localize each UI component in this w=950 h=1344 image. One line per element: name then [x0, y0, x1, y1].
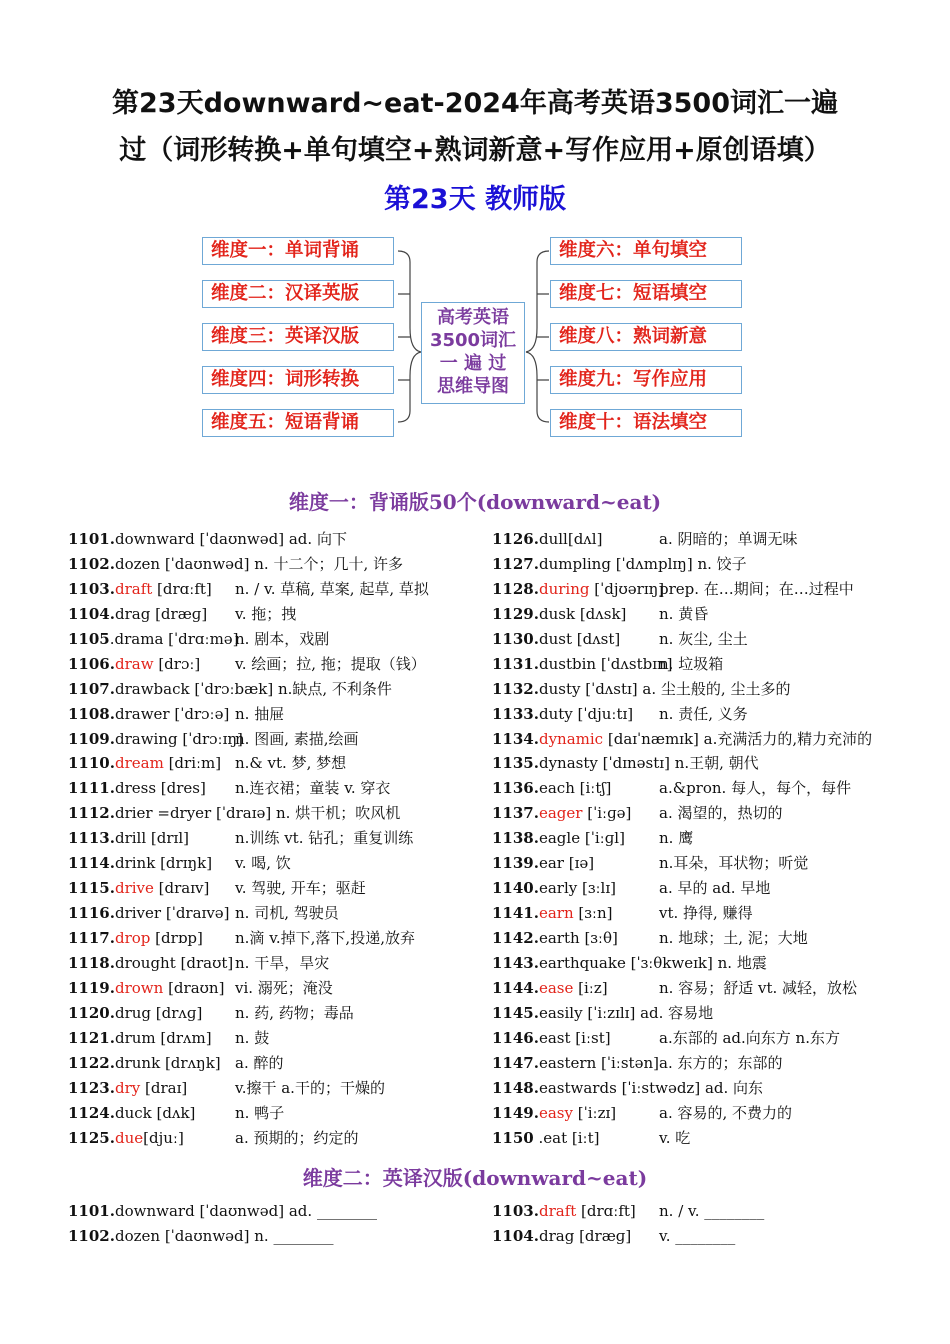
entry-meaning: v. 吃 — [659, 1128, 691, 1147]
entry-number: 1127. — [492, 554, 539, 573]
entry-number: 1133. — [492, 704, 539, 723]
entry-number: 1149. — [492, 1103, 539, 1122]
entry-meaning: v. ________ — [659, 1226, 736, 1245]
mindmap-center-line: 高考英语 — [437, 307, 509, 328]
entry-meaning: n. 鼓 — [235, 1028, 270, 1047]
vocab-entry — [492, 1001, 912, 1026]
vocab-entry — [68, 926, 468, 951]
entry-phonetic: [dʌk] — [151, 1103, 196, 1122]
entry-meaning: v. 绘画；拉, 拖；提取（钱） — [235, 654, 426, 673]
entry-phonetic: [drɪŋk] — [155, 854, 213, 873]
entry-word: earthquake — [538, 953, 626, 972]
entry-meaning: v.擦干 a.干的；干燥的 — [235, 1078, 385, 1097]
entry-number: 1101. — [68, 1202, 115, 1220]
entry-meaning: a. 预期的；约定的 — [235, 1128, 359, 1147]
entry-word: dumpling — [538, 554, 611, 573]
entry-phonetic: [iːz] — [573, 978, 608, 997]
entry-number: 1103. — [492, 1202, 539, 1220]
entry-phonetic: [draɪ] — [140, 1078, 188, 1097]
entry-word: drag — [114, 604, 151, 623]
vocab-entry — [492, 727, 912, 752]
entry-meaning: vi. 溺死；淹没 — [235, 978, 333, 997]
entry-word: during — [538, 579, 590, 598]
entry-number: 1132. — [492, 679, 539, 698]
entry-number: 1104. — [492, 1226, 539, 1245]
entry-word: eager — [538, 804, 583, 823]
entry-phonetic: [daɪˈnæmɪk] — [603, 729, 699, 748]
entry-word: dusty — [538, 679, 581, 698]
mindmap-center — [421, 302, 525, 404]
entry-number: 1119. — [68, 978, 115, 997]
entry-word: duck — [114, 1103, 152, 1122]
entry-phonetic: [ˈiːzɪlɪ] — [582, 1003, 636, 1022]
entry-meaning-inline: n.王朝, 朝代 — [669, 754, 759, 773]
vocab-entry — [68, 677, 468, 702]
entry-number: 1141. — [492, 904, 539, 923]
entry-word: duty — [538, 704, 573, 723]
entry-phonetic: [ˈiːstwədz] — [616, 1078, 701, 1097]
vocab-entry — [68, 876, 468, 901]
entry-phonetic: [ˈiːɡl] — [580, 829, 625, 848]
entry-word: easy — [538, 1103, 573, 1122]
vocab-entry — [492, 527, 912, 552]
vocab-entry — [68, 1001, 468, 1026]
entry-phonetic: [ɜːlɪ] — [577, 879, 617, 898]
entry-number: 1110. — [68, 754, 115, 773]
vocab-entry — [492, 652, 912, 677]
entry-word: dynasty — [538, 754, 598, 773]
entry-meaning: n. 图画, 素描,绘画 — [235, 729, 359, 748]
entry-word: downward — [114, 1202, 195, 1220]
entry-number: 1139. — [492, 854, 539, 873]
entry-phonetic: [ˈdʌstbɪn] — [596, 654, 673, 673]
entry-number: 1102. — [68, 554, 115, 573]
entry-meaning: n.耳朵，耳状物；听觉 — [659, 854, 809, 873]
entry-number: 1136. — [492, 779, 539, 798]
vocab-entry — [68, 1101, 468, 1126]
vocab-entry — [68, 1051, 468, 1076]
entry-number: 1118. — [68, 953, 115, 972]
entry-word: due — [114, 1128, 144, 1147]
entry-word: .eat — [533, 1128, 568, 1147]
vocab-entry — [68, 702, 468, 727]
entry-word: dull — [538, 530, 568, 548]
entry-phonetic: [drɑːft] — [576, 1202, 636, 1220]
entry-number: 1120. — [68, 1003, 115, 1022]
vocab-entry — [68, 1224, 468, 1249]
entry-phonetic: [ˈiːstən] — [596, 1053, 659, 1072]
entry-number: 1148. — [492, 1078, 539, 1097]
entry-number: 1130. — [492, 629, 539, 648]
entry-number: 1131. — [492, 654, 539, 673]
entry-word: dust — [538, 629, 572, 648]
entry-phonetic: [dʌst] — [571, 629, 621, 648]
entry-number: 1143. — [492, 953, 539, 972]
entry-phonetic: [drʌŋk] — [160, 1053, 221, 1072]
entry-phonetic: [dres] — [156, 779, 206, 798]
entry-number: 1150 — [492, 1128, 534, 1147]
vocab-entry — [68, 577, 468, 602]
entry-word: ear — [538, 854, 564, 873]
mindmap-box-dim10: 维度十：语法填空 — [550, 409, 742, 437]
entry-number: 1109. — [68, 729, 115, 748]
entry-word: easily — [538, 1003, 583, 1022]
entry-number: 1144. — [492, 978, 539, 997]
section2-right-list — [492, 1199, 912, 1249]
mindmap-center-line: 3500词汇 — [429, 330, 517, 351]
entry-meaning-inline: n.缺点, 不利条件 — [273, 679, 392, 698]
entry-number: 1103. — [68, 579, 115, 598]
vocab-entry — [68, 1126, 468, 1151]
entry-meaning-inline: a.充满活力的,精力充沛的 — [698, 729, 873, 748]
entry-word: draft — [114, 579, 153, 598]
entry-meaning: n. 鸭子 — [235, 1103, 285, 1122]
entry-number: 1102. — [68, 1226, 115, 1245]
entry-number: 1123. — [68, 1078, 115, 1097]
entry-meaning: n. 垃圾箱 — [659, 654, 724, 673]
vocab-entry — [492, 901, 912, 926]
vocab-entry — [68, 627, 468, 652]
entry-meaning: n. 灰尘, 尘土 — [659, 629, 748, 648]
entry-phonetic: [ˈiːzɪ] — [572, 1103, 617, 1122]
vocab-entry — [492, 851, 912, 876]
entry-phonetic: [drʌm] — [155, 1028, 212, 1047]
mindmap-box-dim3: 维度三：英译汉版 — [202, 323, 394, 351]
entry-meaning-inline: n. 十二个；几十, 许多 — [249, 554, 403, 573]
entry-phonetic: [iːst] — [570, 1028, 611, 1047]
entry-phonetic: [ˈdaʊnwəd] — [194, 1202, 285, 1220]
entry-word: drown — [114, 978, 164, 997]
vocab-entry — [492, 677, 912, 702]
vocab-entry — [492, 1199, 912, 1224]
entry-phonetic: [ˈdʌmplɪŋ] — [610, 554, 693, 573]
vocab-entry — [68, 901, 468, 926]
entry-word: draw — [114, 654, 154, 673]
entry-meaning: a. 阴暗的；单调无味 — [659, 530, 798, 548]
entry-phonetic: [ˈdrɑːmə] — [163, 629, 239, 648]
entry-phonetic: [ˈdɪnəstɪ] — [597, 754, 670, 773]
entry-number: 1146. — [492, 1028, 539, 1047]
entry-word: earn — [538, 904, 574, 923]
entry-word: drawing — [114, 729, 178, 748]
entry-number: 1124. — [68, 1103, 115, 1122]
entry-number: 1107. — [68, 679, 115, 698]
entry-meaning: a.&pron. 每人，每个，每件 — [659, 779, 852, 798]
vocab-entry — [492, 776, 912, 801]
entry-word: eastwards — [538, 1078, 617, 1097]
vocab-entry — [68, 751, 468, 776]
section1-heading: 维度一：背诵版50个(downward~eat) — [288, 490, 662, 514]
vocab-entry — [68, 951, 468, 976]
section2-heading: 维度二：英译汉版(downward~eat) — [302, 1166, 648, 1190]
entry-number: 1147. — [492, 1053, 539, 1072]
vocab-entry — [68, 776, 468, 801]
entry-meaning: a. 东方的；东部的 — [659, 1053, 783, 1072]
entry-number: 1138. — [492, 829, 539, 848]
entry-phonetic: [draɪv] — [153, 879, 210, 898]
entry-phonetic: [drɒp] — [150, 929, 203, 947]
entry-meaning: n. 干旱，旱灾 — [235, 953, 330, 972]
entry-phonetic: [drɑːft] — [152, 579, 212, 598]
page-title-line1: 第23天downward~eat-2024年高考英语3500词汇一遍 — [112, 88, 838, 119]
entry-phonetic: [dræɡ] — [150, 604, 208, 623]
mindmap-box-dim6: 维度六：单句填空 — [550, 237, 742, 265]
entry-meaning: n.训练 vt. 钻孔；重复训练 — [235, 829, 414, 848]
entry-meaning: a. 醉的 — [235, 1053, 284, 1072]
entry-word: driver — [114, 904, 162, 923]
vocab-entry — [492, 951, 912, 976]
entry-meaning-inline: n. ________ — [249, 1226, 334, 1245]
vocab-entry — [492, 552, 912, 577]
entry-meaning: a. 早的 ad. 早地 — [659, 879, 771, 898]
entry-meaning-inline: n. 烘干机；吹风机 — [271, 804, 401, 823]
entry-meaning-inline: a. 尘土般的, 尘土多的 — [637, 679, 791, 698]
vocab-entry — [492, 801, 912, 826]
entry-number: 1108. — [68, 704, 115, 723]
vocab-entry — [68, 801, 468, 826]
mindmap-box-dim1: 维度一：单词背诵 — [202, 237, 394, 265]
entry-word: drought — [114, 953, 176, 972]
mindmap-box-dim9: 维度九：写作应用 — [550, 366, 742, 394]
entry-meaning: n. 药, 药物；毒品 — [235, 1003, 354, 1022]
vocab-entry — [492, 876, 912, 901]
vocab-entry — [492, 751, 912, 776]
entry-phonetic: [ˈɜːθkweɪk] — [625, 953, 713, 972]
entry-meaning: n. 剧本，戏剧 — [235, 629, 330, 648]
entry-phonetic: [dʌsk] — [575, 604, 627, 623]
entry-phonetic: [ˈdjuːtɪ] — [572, 704, 634, 723]
page-subtitle: 第23天 教师版 — [384, 184, 566, 215]
vocab-entry — [492, 1101, 912, 1126]
entry-phonetic: [ɜːθ] — [579, 929, 618, 947]
entry-phonetic: [ˈdaʊnwəd] — [160, 1226, 250, 1245]
entry-word: drawer — [114, 704, 170, 723]
entry-meaning: v. 拖；拽 — [235, 604, 297, 623]
entry-number: 1142. — [492, 929, 539, 947]
entry-word: early — [538, 879, 578, 898]
entry-phonetic: [ˈiːɡə] — [582, 804, 632, 823]
mindmap-box-dim7: 维度七：短语填空 — [550, 280, 742, 308]
vocab-entry — [492, 577, 912, 602]
vocab-entry — [492, 1051, 912, 1076]
entry-word: east — [538, 1028, 571, 1047]
vocab-entry — [492, 976, 912, 1001]
entry-phonetic: [ˈdjʊərɪŋ] — [589, 579, 665, 598]
vocab-entry — [492, 926, 912, 951]
mindmap-box-dim4: 维度四：词形转换 — [202, 366, 394, 394]
vocab-entry — [68, 851, 468, 876]
vocab-entry — [68, 552, 468, 577]
entry-meaning-inline: ad. 向下 — [284, 530, 347, 548]
entry-number: 1101. — [68, 530, 115, 548]
entry-number: 1111. — [68, 779, 115, 798]
entry-number: 1129. — [492, 604, 539, 623]
entry-meaning: n. 鹰 — [659, 829, 694, 848]
vocab-entry — [492, 1126, 912, 1151]
entry-phonetic: [drɔː] — [153, 654, 201, 673]
entry-meaning-inline: n. 饺子 — [692, 554, 747, 573]
entry-number: 1128. — [492, 579, 539, 598]
entry-word: drier =dryer — [114, 804, 212, 823]
entry-meaning: v. 喝, 饮 — [235, 854, 291, 873]
vocab-entry — [492, 826, 912, 851]
entry-phonetic: [ˈdraɪə] — [211, 804, 272, 823]
entry-meaning: n. 抽屉 — [235, 704, 285, 723]
entry-phonetic: [ˈdaʊnwəd] — [194, 530, 285, 548]
entry-word: earth — [538, 929, 580, 947]
entry-phonetic: [iːt] — [567, 1128, 600, 1147]
entry-number: 1122. — [68, 1053, 115, 1072]
vocab-entry — [68, 652, 468, 677]
mindmap-box-dim8: 维度八：熟词新意 — [550, 323, 742, 351]
entry-number: 1106. — [68, 654, 115, 673]
entry-word: dynamic — [538, 729, 604, 748]
entry-word: dustbin — [538, 654, 597, 673]
entry-phonetic: [driːm] — [163, 754, 222, 773]
entry-meaning: n. / v. ________ — [659, 1202, 765, 1220]
entry-meaning: a.东部的 ad.向东方 n.东方 — [659, 1028, 840, 1047]
vocab-entry — [492, 1224, 912, 1249]
entry-phonetic: [ˈdrɔːɪŋ] — [177, 729, 243, 748]
section1-right-list — [492, 527, 912, 1150]
vocab-entry — [68, 1076, 468, 1101]
entry-meaning: v. 驾驶, 开车；驱赶 — [235, 879, 366, 898]
entry-meaning: n. 容易；舒适 vt. 减轻，放松 — [659, 978, 858, 997]
entry-meaning: a. 容易的, 不费力的 — [659, 1103, 793, 1122]
vocab-entry — [68, 1026, 468, 1051]
entry-number: 1114. — [68, 854, 115, 873]
mindmap-box-dim5: 维度五：短语背诵 — [202, 409, 394, 437]
entry-word: drill — [114, 829, 147, 848]
entry-phonetic: [ˈdaʊnwəd] — [160, 554, 250, 573]
vocab-entry — [68, 826, 468, 851]
entry-word: eagle — [538, 829, 581, 848]
entry-number: 1137. — [492, 804, 539, 823]
entry-word: draft — [538, 1202, 577, 1220]
vocab-entry — [492, 702, 912, 727]
entry-phonetic: [draʊn] — [163, 978, 225, 997]
entry-phonetic: [ˈdrɔːbæk] — [189, 679, 274, 698]
mindmap-box-dim2: 维度二：汉译英版 — [202, 280, 394, 308]
entry-meaning-inline: ad. 容易地 — [635, 1003, 714, 1022]
entry-number: 1113. — [68, 829, 115, 848]
entry-meaning: n.滴 v.掉下,落下,投递,放弃 — [235, 929, 415, 947]
entry-phonetic: [drɪl] — [146, 829, 189, 848]
entry-phonetic: [ɪə] — [563, 854, 595, 873]
entry-number: 1116. — [68, 904, 115, 923]
entry-meaning: n. 责任, 义务 — [659, 704, 748, 723]
entry-word: dusk — [538, 604, 576, 623]
entry-word: dry — [114, 1078, 141, 1097]
entry-phonetic: [ˈdraɪvə] — [161, 904, 230, 923]
entry-meaning: n.& vt. 梦, 梦想 — [235, 754, 347, 773]
entry-word: dream — [114, 754, 164, 773]
entry-word: drawback — [114, 679, 190, 698]
entry-number: 1135. — [492, 754, 539, 773]
vocab-entry — [68, 976, 468, 1001]
entry-meaning: prep. 在…期间；在…过程中 — [659, 579, 854, 598]
entry-phonetic: [drʌɡ] — [151, 1003, 203, 1022]
entry-meaning: a. 渴望的，热切的 — [659, 804, 783, 823]
entry-meaning: n. 司机, 驾驶员 — [235, 904, 339, 923]
entry-meaning: n. / v. 草稿, 草案, 起草, 草拟 — [235, 579, 429, 598]
entry-word: dozen — [114, 1226, 161, 1245]
entry-word: drum — [114, 1028, 156, 1047]
entry-word: drop — [114, 929, 151, 947]
vocab-entry — [492, 1026, 912, 1051]
vocab-entry — [68, 527, 468, 552]
section1-left-list — [68, 527, 468, 1150]
entry-number: 1117. — [68, 929, 115, 947]
entry-number: 1115. — [68, 879, 115, 898]
entry-number: 1112. — [68, 804, 115, 823]
vocab-entry — [68, 602, 468, 627]
entry-phonetic: [iːtʃ] — [574, 779, 612, 798]
entry-word: drunk — [114, 1053, 161, 1072]
mindmap-center-line: 思维导图 — [437, 376, 509, 397]
entry-word: eastern — [538, 1053, 597, 1072]
vocab-entry — [492, 627, 912, 652]
vocab-entry — [68, 727, 468, 752]
entry-word: dozen — [114, 554, 161, 573]
entry-word: drink — [114, 854, 156, 873]
entry-meaning-inline: ad. 向东 — [700, 1078, 764, 1097]
entry-number: 1105 — [68, 629, 110, 648]
entry-meaning-inline: ad. ________ — [284, 1202, 377, 1220]
entry-phonetic: [ˈdrɔːə] — [169, 704, 230, 723]
vocab-entry — [68, 1199, 468, 1224]
entry-word: ease — [538, 978, 574, 997]
section2-left-list — [68, 1199, 468, 1249]
entry-word: downward — [114, 530, 195, 548]
entry-word: drag — [538, 1226, 575, 1245]
entry-meaning-inline: n. 地震 — [712, 953, 767, 972]
vocab-entry — [492, 602, 912, 627]
entry-phonetic: [ɜːn] — [573, 904, 613, 923]
vocab-entry — [492, 1076, 912, 1101]
entry-number: 1140. — [492, 879, 539, 898]
entry-word: each — [538, 779, 575, 798]
entry-number: 1134. — [492, 729, 539, 748]
entry-meaning: n. 地球；土, 泥；大地 — [659, 929, 808, 947]
entry-phonetic: [dʌl] — [567, 530, 603, 548]
entry-number: 1121. — [68, 1028, 115, 1047]
entry-meaning: n.连衣裙；童装 v. 穿衣 — [235, 779, 391, 798]
entry-phonetic: [djuː] — [143, 1128, 184, 1147]
mindmap-center-line: 一 遍 过 — [439, 353, 507, 374]
entry-word: drug — [114, 1003, 152, 1022]
entry-word: dress — [114, 779, 157, 798]
entry-meaning: n. 黄昏 — [659, 604, 709, 623]
entry-number: 1145. — [492, 1003, 539, 1022]
entry-phonetic: [dræɡ] — [574, 1226, 632, 1245]
entry-number: 1104. — [68, 604, 115, 623]
entry-number: 1125. — [68, 1128, 115, 1147]
page-title-line2: 过（词形转换+单句填空+熟词新意+写作应用+原创语填） — [119, 135, 831, 166]
entry-phonetic: [ˈdʌstɪ] — [580, 679, 638, 698]
entry-meaning: vt. 挣得, 赚得 — [659, 904, 753, 923]
entry-word: drive — [114, 879, 154, 898]
entry-number: 1126. — [492, 530, 539, 548]
entry-phonetic: [draʊt] — [175, 953, 234, 972]
entry-word: .drama — [109, 629, 164, 648]
